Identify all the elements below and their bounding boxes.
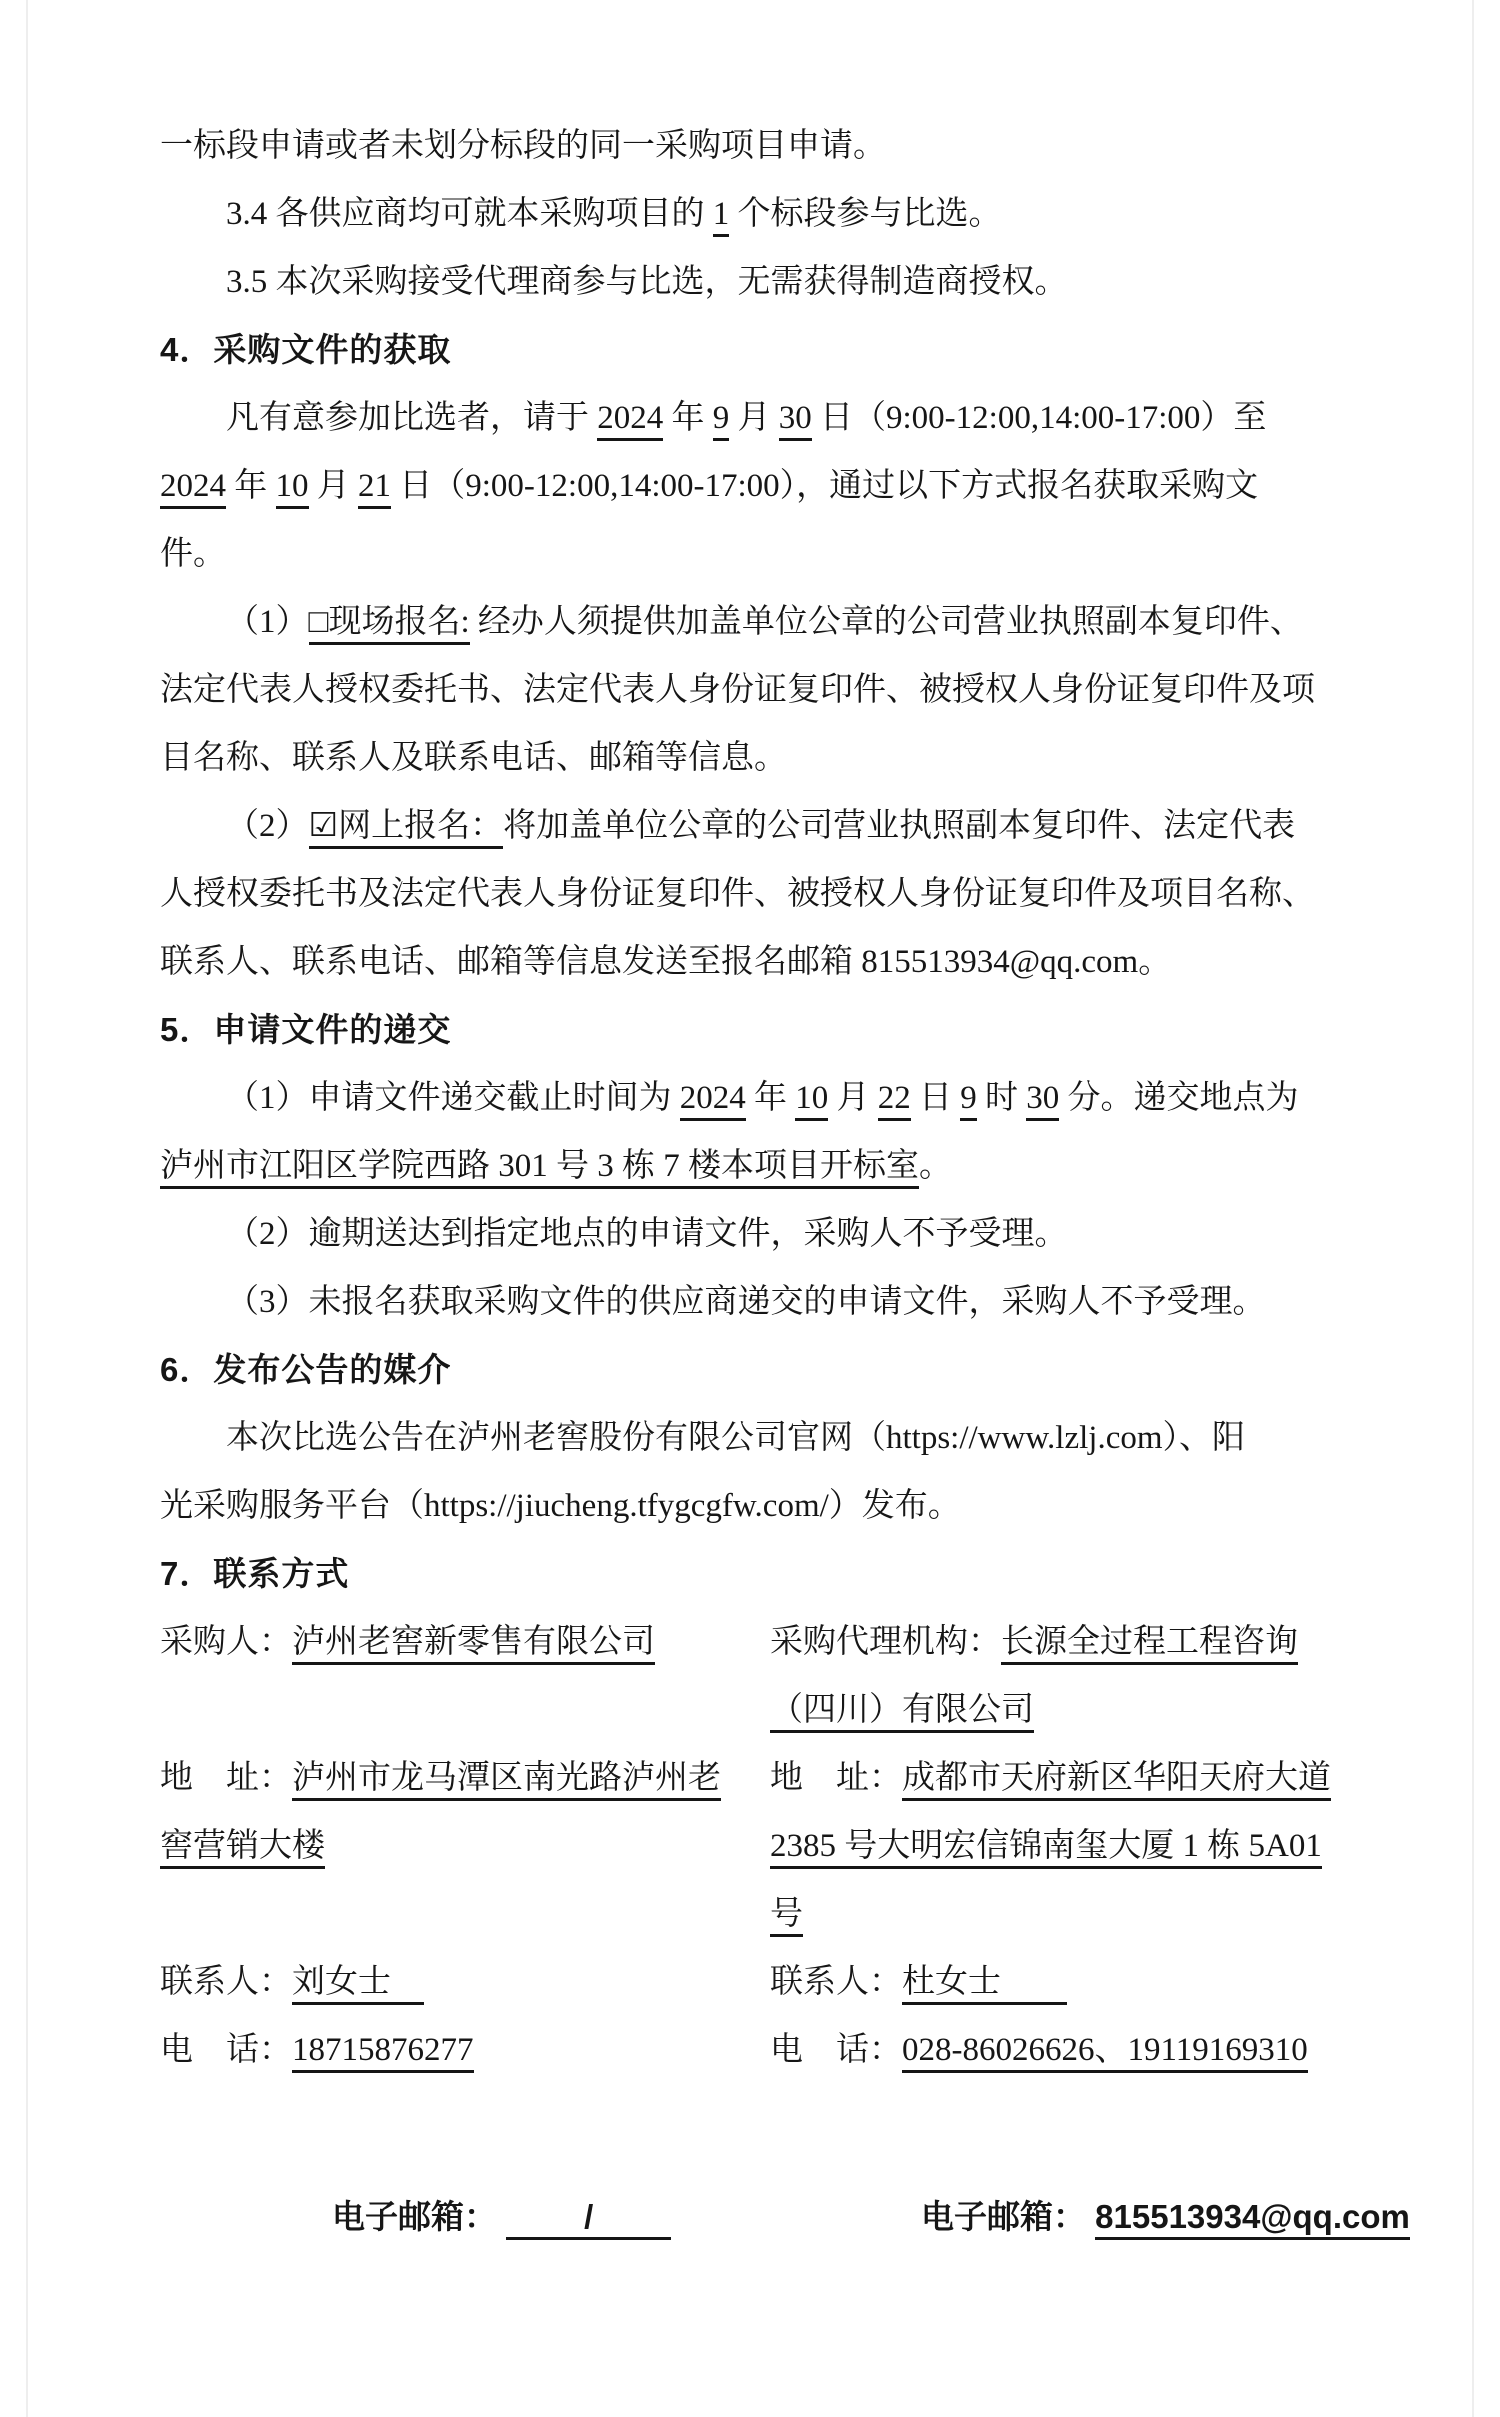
contact-line	[770, 1744, 1350, 1812]
text-run: 泸州市龙马潭区南光路泸州老	[292, 1760, 721, 1801]
text-run: 个标段参与比选。	[729, 196, 1002, 232]
agency-column	[770, 1608, 1350, 2084]
text-run: 22	[878, 1080, 911, 1121]
text-run: 联系人、联系电话、邮箱等信息发送至报名邮箱 815513934@qq.com。	[160, 944, 1172, 980]
text-run: 分。递交地点为	[1059, 1080, 1299, 1116]
text-run: 2024	[160, 468, 226, 509]
contact-line	[770, 1948, 1350, 2016]
contact-line	[160, 1948, 770, 2016]
text-run: 电 话：	[160, 2032, 292, 2068]
text-run: 人授权委托书及法定代表人身份证复印件、被授权人身份证复印件及项目名称、	[160, 876, 1315, 912]
text-run: 30	[1026, 1080, 1059, 1121]
text-run: 现场报名:	[328, 604, 469, 645]
announcement-media-line-1	[160, 1404, 1350, 1472]
contact-line	[160, 1608, 770, 1676]
continuation-line	[160, 112, 1350, 180]
contact-line	[770, 1676, 1350, 1744]
text-run: 10	[795, 1080, 828, 1121]
purchaser-email-blank: /	[506, 2198, 671, 2240]
submission-deadline-line-1	[160, 1064, 1350, 1132]
agency-email-label: 电子邮箱：	[921, 2198, 1086, 2235]
text-run: 目名称、联系人及联系电话、邮箱等信息。	[160, 740, 787, 776]
text-run: 10	[276, 468, 309, 509]
contact-line	[770, 1812, 1350, 1880]
onsite-registration-line-1	[160, 588, 1350, 656]
text-run: 年	[745, 1080, 796, 1116]
contact-section	[160, 1608, 1350, 2084]
text-run: 窖营销大楼	[160, 1828, 325, 1869]
purchaser-email	[332, 2183, 671, 2251]
email-row	[160, 2183, 1410, 2251]
text-run: 7．联系方式	[160, 1555, 350, 1592]
checkbox-checked-icon: ☑	[309, 808, 339, 849]
text-run: 日（9:00-12:00,14:00-17:00），通过以下方式报名获取采购文	[391, 468, 1259, 504]
text-run: 经办人须提供加盖单位公章的公司营业执照副本复印件、	[469, 604, 1303, 640]
text-run: 光采购服务平台（https://jiucheng.tfygcgfw.com/）发布。	[160, 1488, 961, 1524]
text-run: 泸州老窖新零售有限公司	[292, 1624, 655, 1665]
announcement-media-line-2	[160, 1472, 1350, 1540]
text-run: 4．采购文件的获取	[160, 331, 452, 368]
purchaser-email-label: 电子邮箱：	[332, 2198, 497, 2235]
text-run: 本次比选公告在泸州老窖股份有限公司官网（https://www.lzlj.com）、阳	[226, 1420, 1246, 1456]
text-run: 时	[976, 1080, 1027, 1116]
section-7-heading	[160, 1540, 1350, 1608]
text-run: 杜女士	[902, 1964, 1067, 2005]
text-run: 3.4 各供应商均可就本采购项目的	[226, 196, 713, 232]
contact-line	[160, 1676, 770, 1744]
text-run: 将加盖单位公章的公司营业执照副本复印件、法定代表	[503, 808, 1296, 844]
checkbox-empty-icon: □	[309, 604, 329, 645]
text-run: （3）未报名获取采购文件的供应商递交的申请文件，采购人不予受理。	[226, 1284, 1266, 1320]
text-run: 刘女士	[292, 1964, 424, 2005]
online-registration-line-1	[160, 792, 1350, 860]
text-run: 月	[828, 1080, 878, 1116]
clause-5-3	[160, 1268, 1350, 1336]
text-run: 6．发布公告的媒介	[160, 1351, 452, 1388]
text-run: 地 址：	[160, 1760, 292, 1796]
text-run: 3.5 本次采购接受代理商参与比选，无需获得制造商授权。	[226, 264, 1068, 300]
text-run: 网上报名：	[338, 808, 503, 849]
contact-line	[160, 2016, 770, 2084]
document-body	[160, 112, 1410, 2251]
text-run: 21	[358, 468, 391, 509]
text-run: 泸州市江阳区学院西路 301 号 3 栋 7 楼本项目开标室	[160, 1148, 919, 1189]
contact-line	[770, 1608, 1350, 1676]
text-run: 一标段申请或者未划分标段的同一采购项目申请。	[160, 128, 886, 164]
text-run: （2）逾期送达到指定地点的申请文件，采购人不予受理。	[226, 1216, 1068, 1252]
text-run: 电 话：	[770, 2032, 902, 2068]
text-run: 18715876277	[292, 2032, 474, 2073]
contact-line	[160, 1880, 770, 1948]
text-run: 月	[729, 400, 779, 436]
section-5-heading	[160, 996, 1350, 1064]
text-run: 成都市天府新区华阳天府大道	[902, 1760, 1331, 1801]
obtain-docs-line-2	[160, 452, 1350, 520]
contact-line	[770, 2016, 1350, 2084]
clause-5-2	[160, 1200, 1350, 1268]
text-run: 日	[910, 1080, 961, 1116]
text-run: 长源全过程工程咨询	[1001, 1624, 1298, 1665]
section-6-heading	[160, 1336, 1350, 1404]
text-run: 号	[770, 1896, 803, 1937]
onsite-registration-line-2	[160, 656, 1350, 724]
text-run: 年	[226, 468, 276, 504]
clause-3-4	[160, 180, 1350, 248]
obtain-docs-line-3	[160, 520, 1350, 588]
text-run: 联系人：	[770, 1964, 902, 2000]
text-run: 年	[663, 400, 713, 436]
text-run: 5．申请文件的递交	[160, 1011, 452, 1048]
text-run: 30	[779, 400, 812, 441]
text-run: 日（9:00-12:00,14:00-17:00）至	[811, 400, 1267, 436]
text-run: 采购代理机构：	[770, 1624, 1001, 1660]
text-run: 联系人：	[160, 1964, 292, 2000]
text-run: （2）	[226, 808, 309, 844]
contact-line	[770, 1880, 1350, 1948]
clause-3-5	[160, 248, 1350, 316]
text-run: 2385 号大明宏信锦南玺大厦 1 栋 5A01	[770, 1828, 1322, 1869]
text-run: （1）申请文件递交截止时间为	[226, 1080, 680, 1116]
online-registration-line-3	[160, 928, 1350, 996]
text-run: 2024	[680, 1080, 746, 1121]
text-run: 法定代表人授权委托书、法定代表人身份证复印件、被授权人身份证复印件及项	[160, 672, 1315, 708]
page-left-edge-line	[26, 0, 28, 2417]
text-run: 9	[713, 400, 730, 441]
text-run: 2024	[597, 400, 663, 441]
text-run: （1）	[226, 604, 309, 640]
obtain-docs-line-1	[160, 384, 1350, 452]
onsite-registration-line-3	[160, 724, 1350, 792]
text-run: 件。	[160, 536, 226, 572]
text-run: 9	[960, 1080, 977, 1121]
contact-line	[160, 1744, 770, 1812]
agency-email-value: 815513934@qq.com	[1095, 2198, 1410, 2240]
text-run: 1	[713, 196, 730, 237]
text-run: 采购人：	[160, 1624, 292, 1660]
agency-email	[921, 2183, 1410, 2251]
text-run: 。	[919, 1148, 952, 1184]
text-run: 地 址：	[770, 1760, 902, 1796]
text-run: 028-86026626、19119169310	[902, 2032, 1308, 2073]
purchaser-column	[160, 1608, 770, 2084]
contact-line	[160, 1812, 770, 1880]
section-4-heading	[160, 316, 1350, 384]
text-run: （四川）有限公司	[770, 1692, 1034, 1733]
text-run: 凡有意参加比选者，请于	[226, 400, 598, 436]
page-right-edge-line	[1472, 0, 1474, 2417]
online-registration-line-2	[160, 860, 1350, 928]
submission-deadline-line-2	[160, 1132, 1350, 1200]
text-run: 月	[308, 468, 358, 504]
